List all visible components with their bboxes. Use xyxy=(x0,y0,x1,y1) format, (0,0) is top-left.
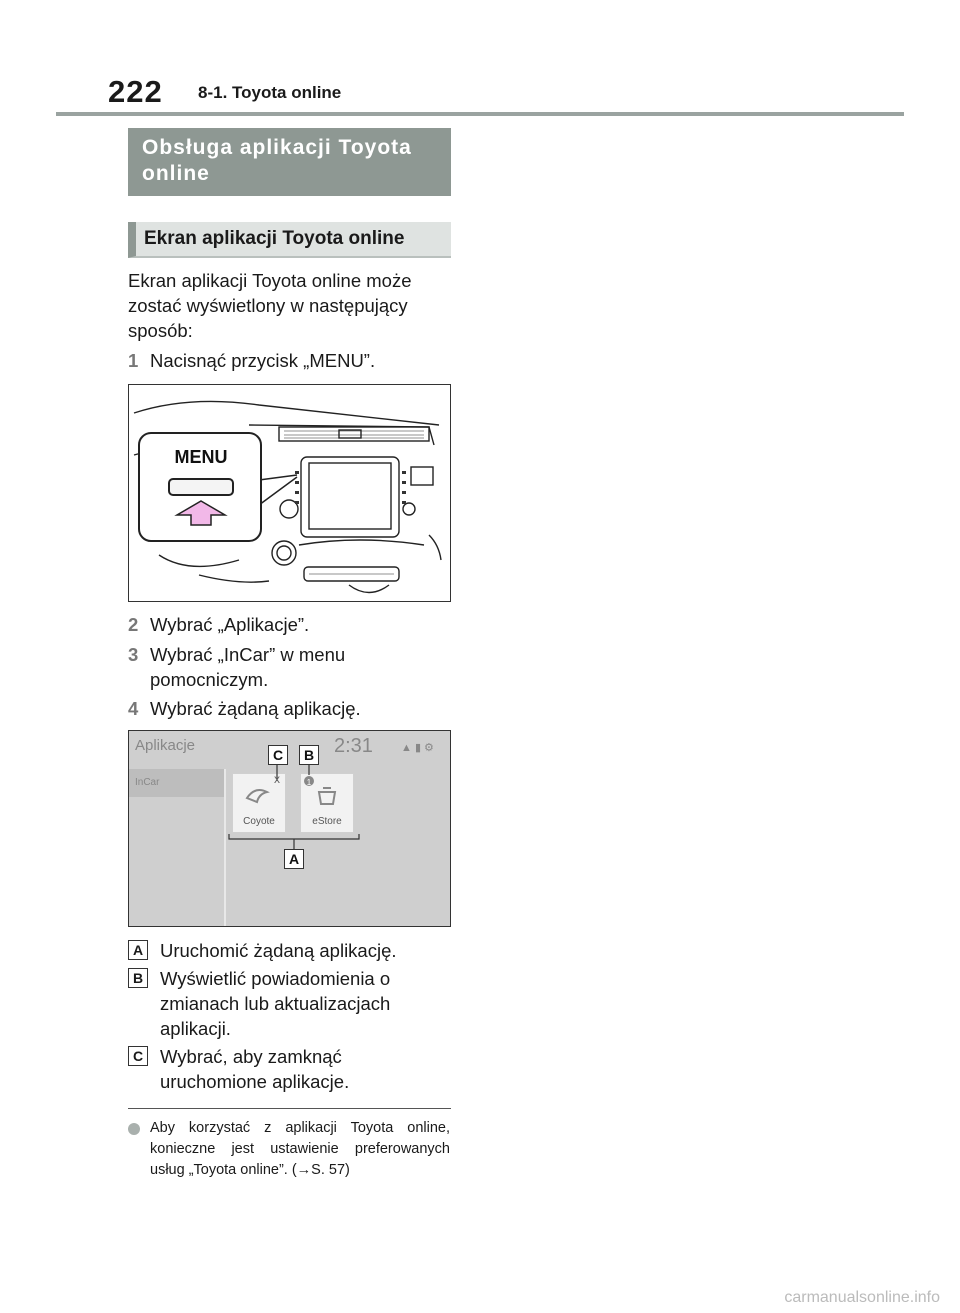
step-2 xyxy=(128,612,450,638)
callout-letter: A xyxy=(128,940,148,960)
callout-c: C xyxy=(268,745,288,765)
badge-count: 1 xyxy=(306,778,312,787)
side-item-label: InCar xyxy=(135,777,160,788)
menu-label: MENU xyxy=(174,447,228,467)
callout-text: Wyświetlić powiadomienia o zmianach lub aktualizacjach aplikacji. xyxy=(160,968,391,1039)
callout-text: Uruchomić żądaną aplikację. xyxy=(160,940,397,961)
callout-b: B xyxy=(299,745,319,765)
callout-a: A xyxy=(284,849,304,869)
dashboard-illustration xyxy=(129,385,450,601)
callout-legend-b xyxy=(128,966,450,1042)
callout-letter: B xyxy=(128,968,148,988)
bullet-icon xyxy=(128,1123,140,1135)
watermark: carmanualsonline.info xyxy=(784,1289,940,1306)
step-text: Wybrać „InCar” w menu pomocniczym. xyxy=(150,644,346,690)
section-title: 8-1. Toyota online xyxy=(198,83,342,102)
note-text: Aby korzystać z aplikacji Toyota online, konieczne jest ustawienie preferowanych usług „Toyota online”. (→S. 57) xyxy=(150,1120,450,1178)
step-text: Nacisnąć przycisk „MENU”. xyxy=(150,350,376,371)
step-number: 3 xyxy=(128,644,139,665)
intro-paragraph: Ekran aplikacji Toyota online może zostać wyświetlony w następujący sposób: xyxy=(128,270,412,341)
step-text: Wybrać żądaną aplikację. xyxy=(150,698,361,719)
main-heading: Obsługa aplikacji Toyota online xyxy=(128,128,451,196)
sub-heading: Ekran aplikacji Toyota online xyxy=(128,222,451,258)
app-screen-figure xyxy=(128,730,451,927)
callout-legend-c xyxy=(128,1044,450,1096)
callout-legend-a xyxy=(128,938,450,964)
screen-clock: 2:31 xyxy=(334,735,373,757)
step-number: 2 xyxy=(128,614,139,635)
step-4 xyxy=(128,696,450,722)
step-text: Wybrać „Aplikacje”. xyxy=(150,614,310,635)
note xyxy=(128,1118,451,1182)
header-rule xyxy=(56,112,904,116)
menu-button xyxy=(169,479,233,495)
step-number: 1 xyxy=(128,350,139,371)
svg-text:x: x xyxy=(274,772,280,786)
app-label: eStore xyxy=(312,816,342,827)
screen-title: Aplikacje xyxy=(135,737,196,754)
status-icons: ▲ ▮ ⚙ xyxy=(401,742,434,754)
page-number: 222 xyxy=(108,74,163,109)
callout-text: Wybrać, aby zamknąć uruchomione aplikacje. xyxy=(160,1046,350,1092)
step-number: 4 xyxy=(128,698,139,719)
note-divider xyxy=(128,1108,451,1109)
app-label: Coyote xyxy=(243,816,275,827)
callout-letter: C xyxy=(128,1046,148,1066)
step-3 xyxy=(128,642,450,694)
step-1 xyxy=(128,348,450,374)
callout-lines xyxy=(129,731,450,926)
dashboard-figure xyxy=(128,384,451,602)
